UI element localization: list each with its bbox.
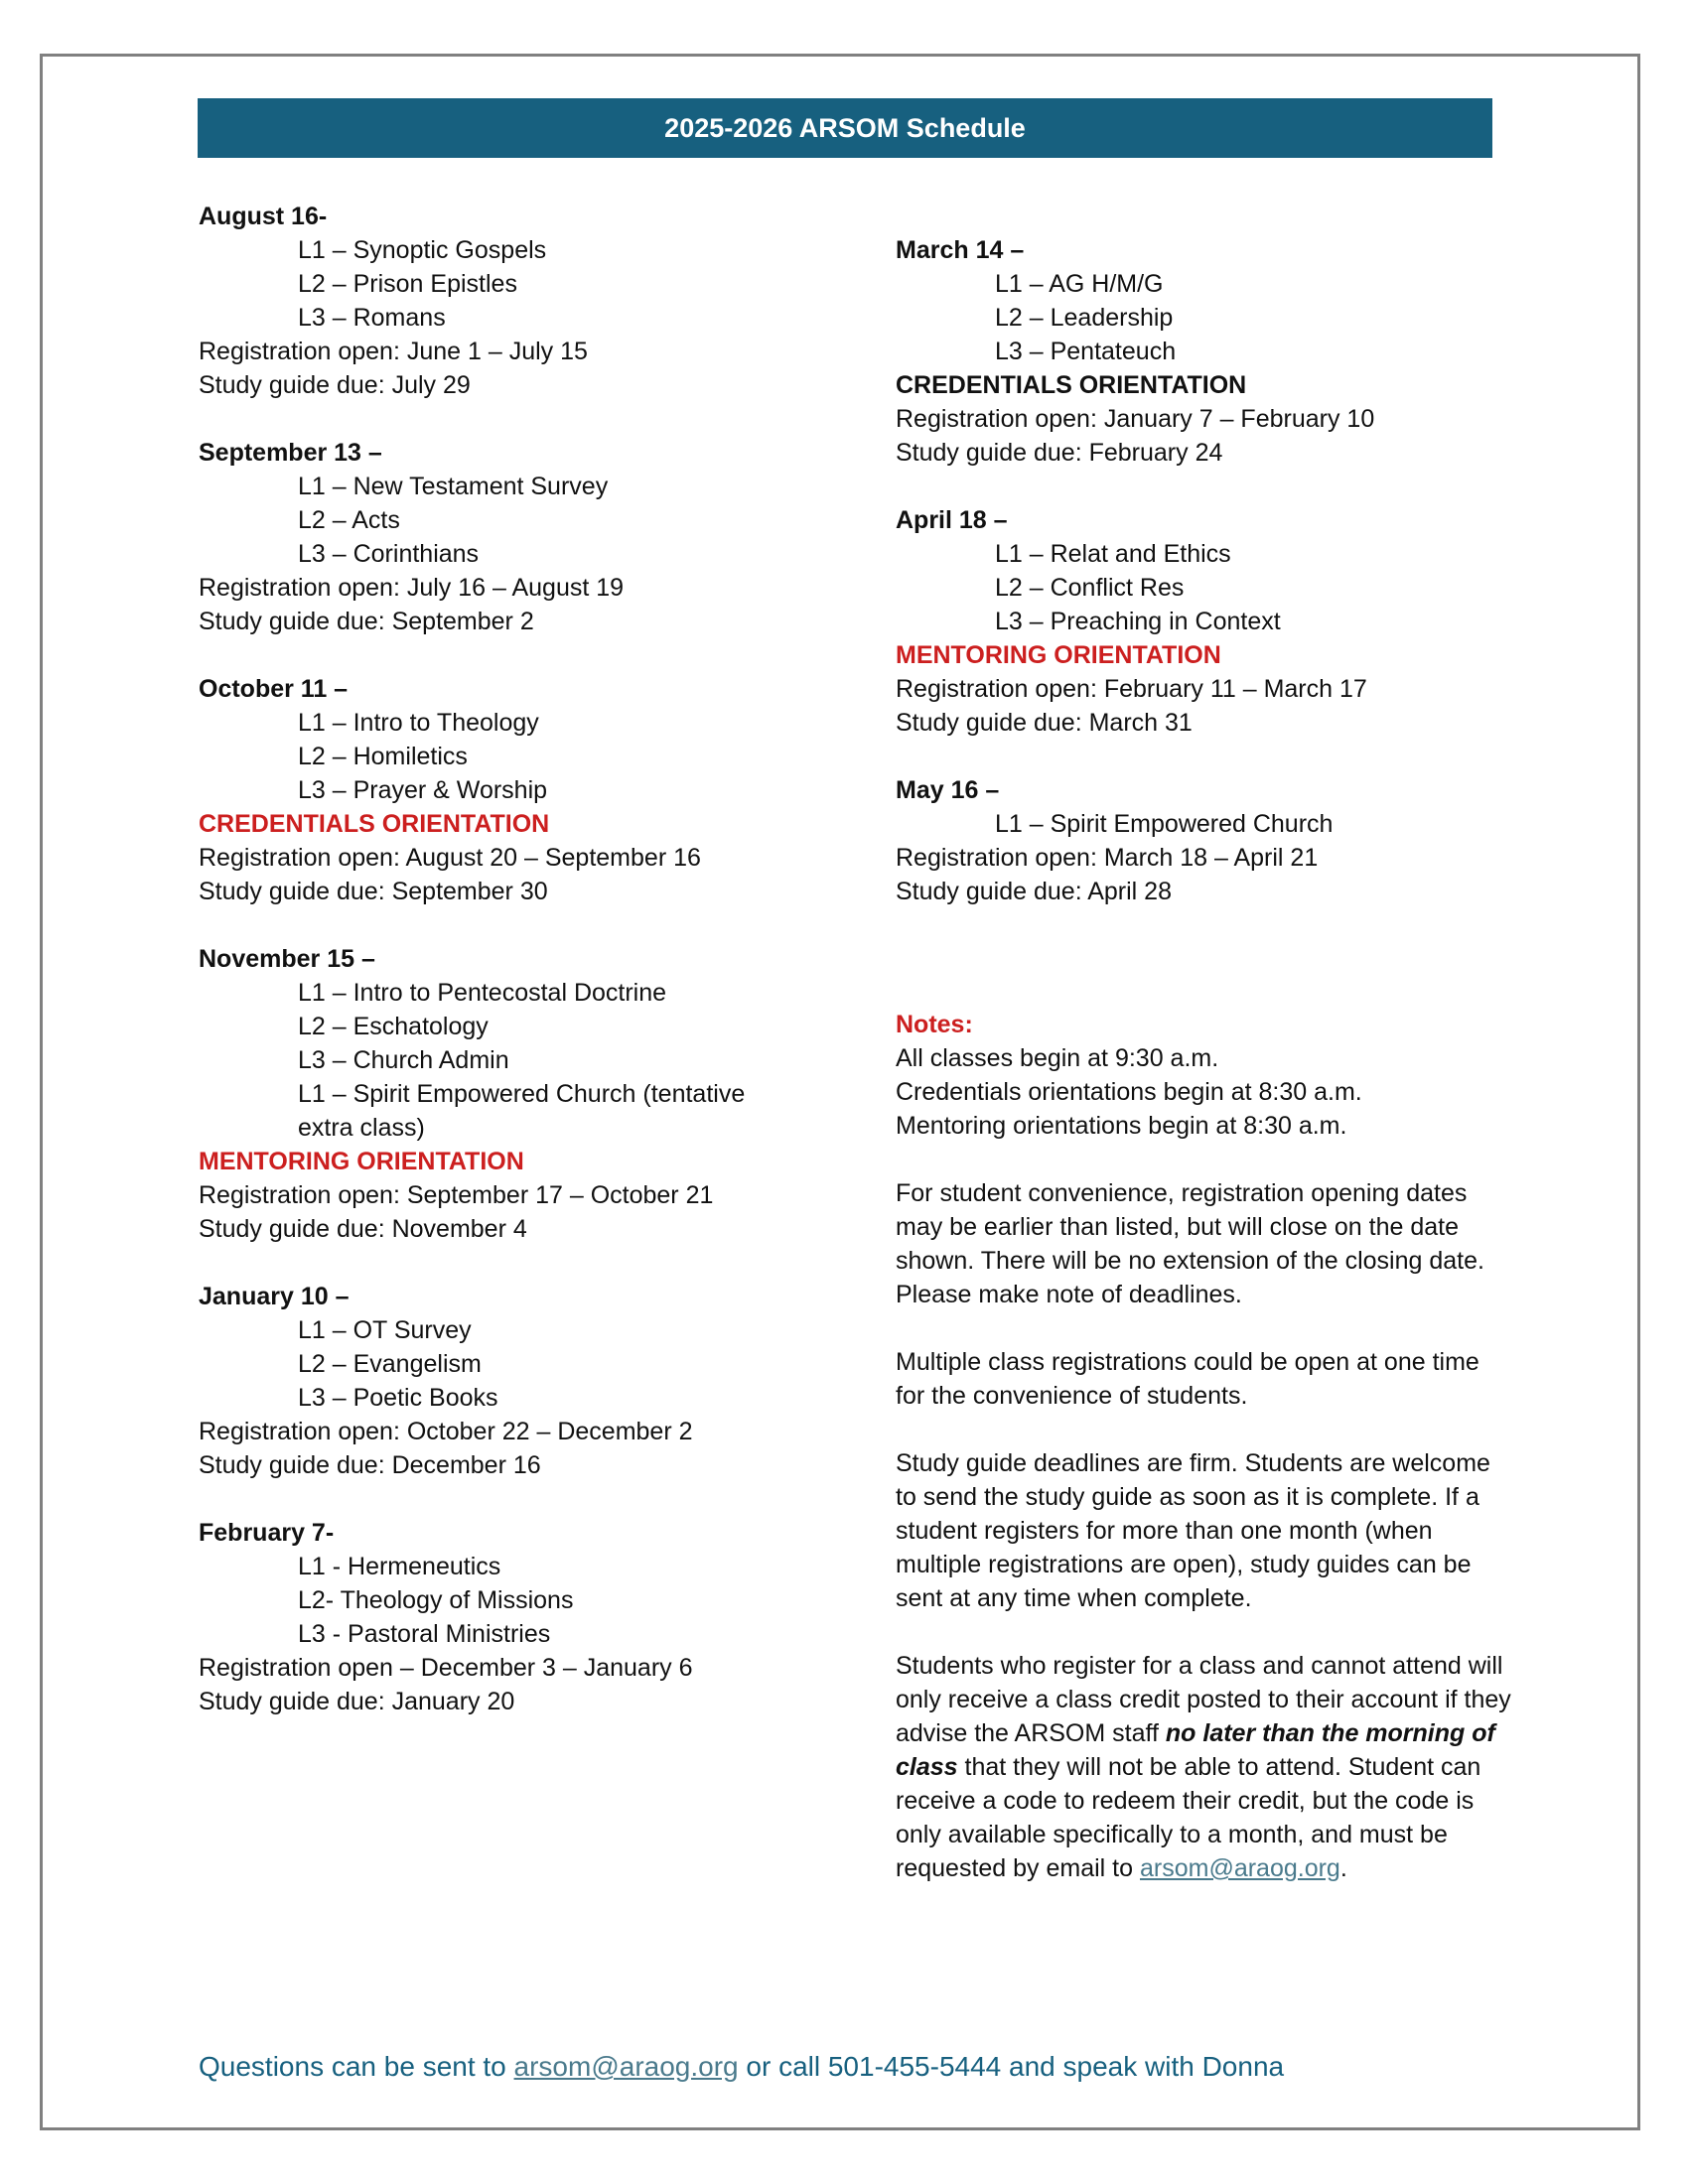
mentoring-start-time: Mentoring orientations begin at 8:30 a.m.	[896, 1112, 1347, 1140]
month-heading: January 10 –	[199, 1283, 350, 1310]
course-item: L3 – Preaching in Context	[995, 608, 1281, 635]
course-item: L2 – Prison Epistles	[298, 270, 517, 298]
course-item: L3 – Corinthians	[298, 540, 480, 568]
mentoring-orientation-label: MENTORING ORIENTATION	[896, 641, 1221, 669]
course-item: L2 – Evangelism	[298, 1350, 482, 1378]
notes-paragraph-registration: For student convenience, registration opening dates may be earlier than listed, but will close on the date shown. There will be no extension of the closing date. Please make note of deadlines.	[896, 1179, 1484, 1308]
study-guide-due: Study guide due: September 2	[199, 608, 534, 635]
credit-text-end: .	[1339, 1854, 1347, 1882]
month-block-may	[896, 773, 1511, 908]
credit-text-a: Students who register for a class and cannot attend will only receive a class credit posted to their account if they advise the ARSOM staff	[896, 1652, 1511, 1747]
course-item: L2 – Homiletics	[298, 743, 468, 770]
schedule-title-bar	[198, 98, 1492, 158]
credit-text-b: that they will not be able to attend. Student can receive a code to redeem their credit, but the code is only available specifically to a month, and must be requested by email to	[896, 1753, 1481, 1882]
course-item: L1 – Intro to Theology	[298, 709, 539, 737]
month-block-november	[199, 942, 834, 1246]
course-item: L1 – Spirit Empowered Church	[995, 810, 1334, 838]
month-block-august	[199, 200, 834, 402]
registration-dates: Registration open: October 22 – December 2	[199, 1418, 693, 1445]
registration-dates: Registration open: August 20 – September 16	[199, 844, 701, 872]
notes-email-link[interactable]: arsom@araog.org	[1139, 1854, 1340, 1882]
course-item: L1 - Hermeneutics	[298, 1553, 501, 1580]
study-guide-due: Study guide due: February 24	[896, 439, 1223, 467]
course-item: L1 – New Testament Survey	[298, 473, 609, 500]
study-guide-due: Study guide due: April 28	[896, 878, 1172, 905]
registration-dates: Registration open: February 11 – March 17	[896, 675, 1367, 703]
registration-dates: Registration open: March 18 – April 21	[896, 844, 1319, 872]
course-item: L3 – Pentateuch	[995, 338, 1177, 365]
course-item: L3 – Poetic Books	[298, 1384, 498, 1412]
course-item: L1 – Relat and Ethics	[995, 540, 1231, 568]
month-block-march	[896, 233, 1511, 470]
footer-contact	[199, 2051, 1284, 2083]
course-item: L3 - Pastoral Ministries	[298, 1620, 551, 1648]
registration-dates: Registration open: July 16 – August 19	[199, 574, 625, 602]
footer-email-link[interactable]: arsom@araog.org	[513, 2051, 739, 2082]
month-block-september	[199, 436, 834, 638]
mentoring-orientation-label: MENTORING ORIENTATION	[199, 1148, 524, 1175]
credentials-start-time: Credentials orientations begin at 8:30 a.m.	[896, 1078, 1362, 1106]
class-start-time: All classes begin at 9:30 a.m.	[896, 1044, 1219, 1072]
study-guide-due: Study guide due: July 29	[199, 371, 471, 399]
footer-text-pre: Questions can be sent to	[199, 2051, 514, 2082]
month-block-april	[896, 503, 1511, 740]
study-guide-due: Study guide due: December 16	[199, 1451, 541, 1479]
course-item: L3 – Prayer & Worship	[298, 776, 548, 804]
study-guide-due: Study guide due: January 20	[199, 1688, 515, 1715]
month-heading: March 14 –	[896, 236, 1025, 264]
registration-dates: Registration open: September 17 – October 21	[199, 1181, 714, 1209]
course-item: L3 – Romans	[298, 304, 446, 332]
notes-paragraph-multiple: Multiple class registrations could be open at one time for the convenience of students.	[896, 1348, 1479, 1410]
month-heading: September 13 –	[199, 439, 382, 467]
credentials-orientation-label: CREDENTIALS ORIENTATION	[199, 810, 550, 838]
course-item: L1 – Intro to Pentecostal Doctrine	[298, 979, 667, 1007]
course-item: L1 – OT Survey	[298, 1316, 472, 1344]
footer-text-post: or call 501-455-5444 and speak with Donna	[738, 2051, 1285, 2082]
notes-paragraph-credit	[896, 1649, 1511, 1885]
month-block-october	[199, 672, 834, 908]
notes-paragraph-deadlines: Study guide deadlines are firm. Students are welcome to send the study guide as soon as it is complete. If a student registers for more than one month (when multiple registrations are open), study guides can be sent at any time when complete.	[896, 1449, 1490, 1612]
month-heading: November 15 –	[199, 945, 375, 973]
left-column	[199, 200, 834, 1752]
right-column	[896, 233, 1511, 942]
month-heading: February 7-	[199, 1519, 335, 1547]
month-block-february	[199, 1516, 834, 1718]
course-item: L2 – Acts	[298, 506, 400, 534]
course-item: L2 – Conflict Res	[995, 574, 1185, 602]
course-item: L3 – Church Admin	[298, 1046, 509, 1074]
course-item: L2 – Eschatology	[298, 1013, 489, 1040]
notes-section	[896, 1008, 1511, 1885]
month-heading: August 16-	[199, 203, 328, 230]
course-item: L1 – AG H/M/G	[995, 270, 1164, 298]
registration-dates: Registration open – December 3 – January 6	[199, 1654, 693, 1682]
study-guide-due: Study guide due: November 4	[199, 1215, 527, 1243]
registration-dates: Registration open: June 1 – July 15	[199, 338, 588, 365]
month-block-january	[199, 1280, 834, 1482]
study-guide-due: Study guide due: March 31	[896, 709, 1193, 737]
notes-heading: Notes:	[896, 1011, 973, 1038]
month-heading: April 18 –	[896, 506, 1008, 534]
course-item: L2- Theology of Missions	[298, 1586, 574, 1614]
course-item: L1 – Spirit Empowered Church (tentative	[298, 1080, 746, 1108]
page-title: 2025-2026 ARSOM Schedule	[664, 112, 1026, 143]
registration-dates: Registration open: January 7 – February 10	[896, 405, 1375, 433]
month-heading: October 11 –	[199, 675, 349, 703]
credit-emphasis: no later than the morning of class	[896, 1719, 1495, 1781]
study-guide-due: Study guide due: September 30	[199, 878, 548, 905]
course-item: L2 – Leadership	[995, 304, 1174, 332]
course-item-continued: extra class)	[298, 1114, 425, 1142]
course-item: L1 – Synoptic Gospels	[298, 236, 547, 264]
credentials-orientation-label: CREDENTIALS ORIENTATION	[896, 371, 1247, 399]
month-heading: May 16 –	[896, 776, 1000, 804]
